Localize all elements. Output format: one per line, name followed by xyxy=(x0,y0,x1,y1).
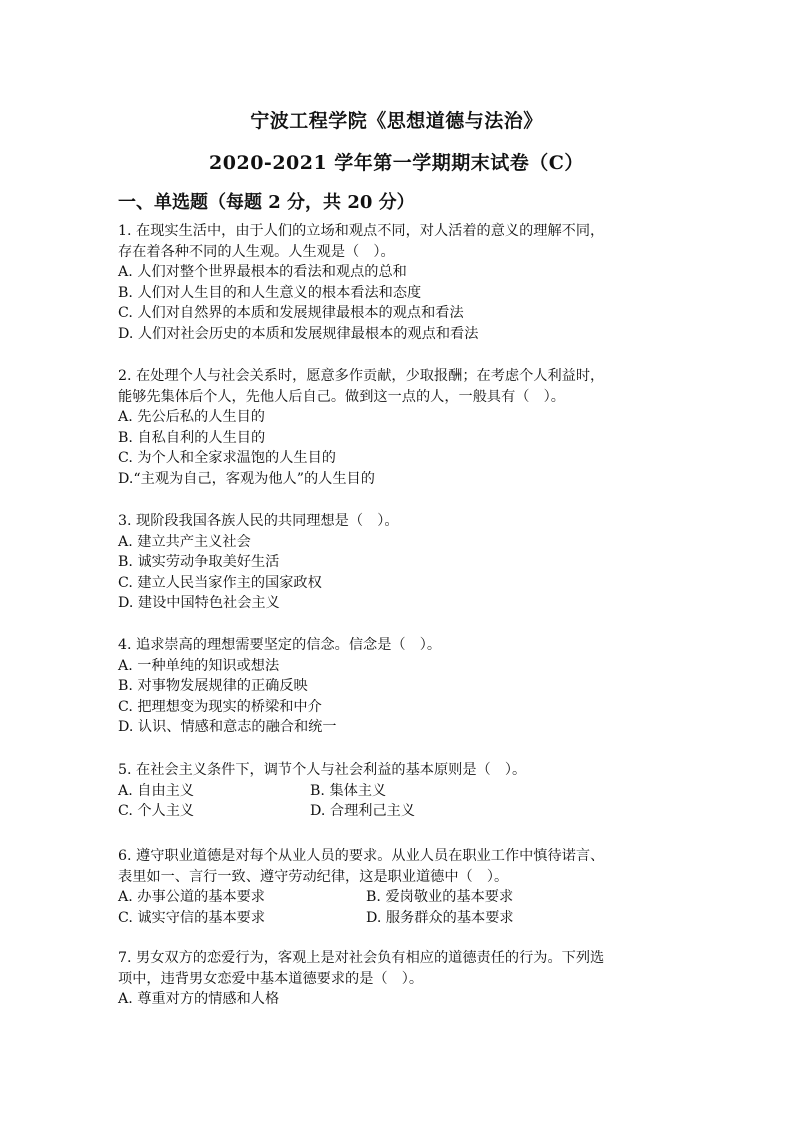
question-stem: 7. 男女双方的恋爱行为，客观上是对社会负有相应的道德责任的行为。下列选 xyxy=(118,950,605,966)
question-3 xyxy=(118,511,678,614)
option-d: D. 认识、情感和意志的融合和统一 xyxy=(118,719,337,735)
option-a: A. 尊重对方的情感和人格 xyxy=(118,991,280,1007)
question-stem: 1. 在现实生活中，由于人们的立场和观点不同，对人活着的意义的理解不同， xyxy=(118,223,605,239)
option-d: D. 人们对社会历史的本质和发展规律最根本的观点和看法 xyxy=(118,325,479,342)
option-b: B. 爱岗敬业的基本要求 xyxy=(366,889,514,905)
option-c: C. 人们对自然界的本质和发展规律最根本的观点和看法 xyxy=(118,305,464,321)
section-heading: 一、单选题（每题 2 分，共 20 分） xyxy=(118,192,415,213)
option-c: C. 个人主义 xyxy=(118,803,195,819)
question-6 xyxy=(118,846,678,928)
option-row xyxy=(118,781,678,802)
question-stem: 4. 追求崇高的理想需要坚定的信念。信念是（ ）。 xyxy=(118,637,442,653)
question-stem: 5. 在社会主义条件下，调节个人与社会利益的基本原则是（ ）。 xyxy=(118,762,527,778)
option-b: B. 对事物发展规律的正确反映 xyxy=(118,678,308,694)
option-row xyxy=(118,908,678,929)
question-7 xyxy=(118,948,678,1010)
question-2 xyxy=(118,366,678,489)
option-d: D. 服务群众的基本要求 xyxy=(366,909,514,926)
option-c: C. 把理想变为现实的桥梁和中介 xyxy=(118,698,322,715)
option-b: B. 诚实劳动争取美好生活 xyxy=(118,554,280,570)
option-b: B. 集体主义 xyxy=(310,782,387,799)
option-a: A. 办事公道的基本要求 xyxy=(118,889,265,905)
option-a: A. 自由主义 xyxy=(118,782,195,799)
question-1 xyxy=(118,221,678,344)
option-a: A. 一种单纯的知识或想法 xyxy=(118,657,280,674)
option-b: B. 自私自利的人生目的 xyxy=(118,429,266,446)
option-row xyxy=(118,887,678,908)
option-c: C. 诚实守信的基本要求 xyxy=(118,909,266,926)
question-stem: 6. 遵守职业道德是对每个从业人员的要求。从业人员在职业工作中慎待诺言、 xyxy=(118,848,605,864)
option-a: A. 建立共产主义社会 xyxy=(118,533,251,550)
exam-subtitle: 2020-2021 学年第一学期期末试卷（C） xyxy=(209,152,584,174)
option-d: D. 建设中国特色社会主义 xyxy=(118,595,280,611)
option-row xyxy=(118,801,678,822)
option-c: C. 为个人和全家求温饱的人生目的 xyxy=(118,450,336,466)
option-c: C. 建立人民当家作主的国家政权 xyxy=(118,574,322,591)
question-stem: 3. 现阶段我国各族人民的共同理想是（ ）。 xyxy=(118,513,399,529)
question-stem: 能够先集体后个人，先他人后自己。做到这一点的人，一般具有（ ）。 xyxy=(118,388,565,405)
option-d: D. 合理利己主义 xyxy=(310,803,416,819)
question-stem: 项中，违背男女恋爱中基本道德要求的是（ ）。 xyxy=(118,970,424,987)
option-a: A. 人们对整个世界最根本的看法和观点的总和 xyxy=(118,264,407,280)
question-stem: 2. 在处理个人与社会关系时，愿意多作贡献，少取报酬；在考虑个人利益时， xyxy=(118,368,605,384)
option-b: B. 人们对人生目的和人生意义的根本看法和态度 xyxy=(118,284,422,301)
exam-title: 宁波工程学院《思想道德与法治》 xyxy=(250,110,543,132)
question-4 xyxy=(118,635,678,738)
question-5 xyxy=(118,760,678,822)
option-d: D.“主观为自己，客观为他人”的人生目的 xyxy=(118,470,375,487)
option-a: A. 先公后私的人生目的 xyxy=(118,409,265,425)
question-stem: 存在着各种不同的人生观。人生观是（ ）。 xyxy=(118,243,395,260)
question-stem: 表里如一、言行一致、遵守劳动纪律，这是职业道德中（ ）。 xyxy=(118,868,509,885)
